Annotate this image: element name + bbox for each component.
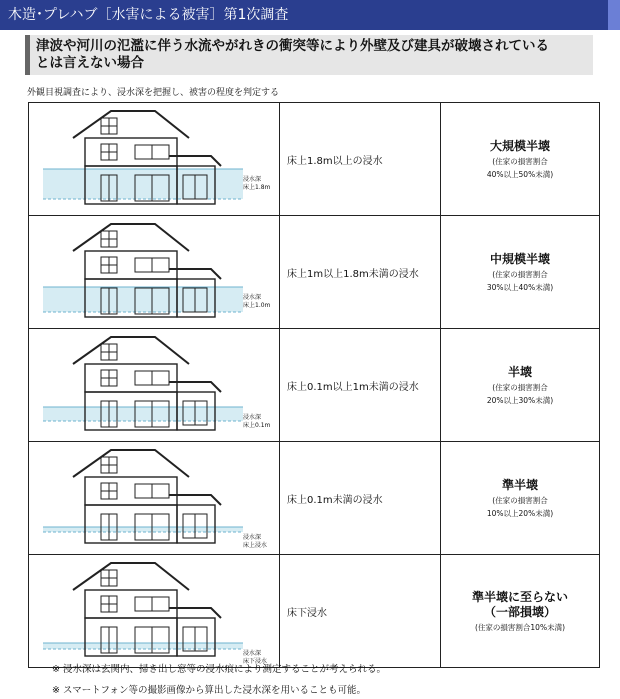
condition-cell bbox=[280, 555, 441, 668]
result-title: 中規模半壊 bbox=[489, 251, 550, 266]
depth-label-1: 浸水深 bbox=[243, 176, 262, 183]
condition-cell bbox=[280, 103, 441, 216]
water-area bbox=[43, 169, 243, 199]
water-area bbox=[43, 527, 243, 532]
damage-ratio-line2: 30%以上40%未満) bbox=[486, 282, 554, 292]
house-illustration-cell bbox=[29, 329, 280, 442]
header-accent bbox=[608, 0, 620, 30]
table-row bbox=[29, 555, 600, 668]
result-title: 準半壊 bbox=[501, 477, 538, 492]
condition-text: 床下浸水 bbox=[287, 607, 327, 619]
house-illustration-cell bbox=[29, 216, 280, 329]
upper-floor bbox=[85, 477, 177, 505]
result-cell bbox=[441, 103, 600, 216]
water-area bbox=[43, 643, 243, 649]
upper-roof bbox=[73, 111, 189, 138]
section-title bbox=[25, 35, 593, 75]
depth-label-2: 床上1.0m bbox=[243, 302, 271, 309]
result-title: 大規模半壊 bbox=[489, 138, 550, 153]
footnote-2: ※ スマートフォン等の撮影画像から算出した浸水深を用いることも可能。 bbox=[52, 685, 367, 696]
house-flood-icon bbox=[29, 442, 279, 554]
header-title: 木造･プレハブ［水害による被害］第1次調査 bbox=[8, 7, 289, 23]
upper-floor bbox=[85, 138, 177, 166]
damage-ratio-line1: (住家の損害割合 bbox=[492, 382, 548, 392]
survey-note: 外観目視調査により、浸水深を把握し、被害の程度を判定する bbox=[27, 88, 280, 98]
water-area bbox=[43, 407, 243, 421]
result-cell bbox=[441, 329, 600, 442]
depth-label-2: 床上0.1m bbox=[243, 422, 271, 429]
condition-cell bbox=[280, 442, 441, 555]
upper-roof bbox=[73, 563, 189, 590]
depth-label-2: 床上1.8m bbox=[243, 184, 271, 191]
house-flood-icon bbox=[29, 555, 279, 667]
depth-label-1: 浸水深 bbox=[243, 534, 262, 541]
condition-text: 床上1.8m以上の浸水 bbox=[287, 155, 383, 167]
depth-label-1: 浸水深 bbox=[243, 414, 262, 421]
damage-ratio-line1: (住家の損害割合 bbox=[492, 269, 548, 279]
upper-floor bbox=[85, 364, 177, 392]
house-illustration-cell bbox=[29, 555, 280, 668]
house-flood-icon bbox=[29, 216, 279, 328]
condition-text: 床上0.1m未満の浸水 bbox=[287, 494, 383, 506]
lower-floor bbox=[85, 505, 177, 543]
result-cell bbox=[441, 442, 600, 555]
upper-floor bbox=[85, 251, 177, 279]
header-bar bbox=[0, 0, 620, 30]
damage-ratio-line2: 40%以上50%未満) bbox=[486, 169, 554, 179]
house-illustration-cell bbox=[29, 103, 280, 216]
section-title-line2: とは言えない場合 bbox=[36, 55, 144, 71]
table-row bbox=[29, 442, 600, 555]
result-cell bbox=[441, 216, 600, 329]
water-area bbox=[43, 287, 243, 312]
house-flood-icon bbox=[29, 103, 279, 215]
upper-floor bbox=[85, 590, 177, 618]
damage-ratio-line1: (住家の損害割合 bbox=[492, 156, 548, 166]
house-illustration-cell bbox=[29, 442, 280, 555]
result-cell bbox=[441, 555, 600, 668]
depth-label-1: 浸水深 bbox=[243, 650, 262, 657]
upper-roof bbox=[73, 450, 189, 477]
depth-label-2: 床上浸水 bbox=[243, 542, 268, 549]
result-title-2: （一部損壊） bbox=[483, 604, 556, 619]
depth-label-1: 浸水深 bbox=[243, 294, 262, 301]
section-title-line1: 津波や河川の氾濫に伴う水流やがれきの衝突等により外壁及び建具が破壊されている bbox=[36, 38, 549, 54]
result-title: 準半壊に至らない bbox=[471, 589, 568, 604]
condition-cell bbox=[280, 216, 441, 329]
damage-table bbox=[28, 102, 600, 668]
table-row bbox=[29, 103, 600, 216]
damage-ratio-line2: 10%以上20%未満) bbox=[486, 508, 554, 518]
upper-roof bbox=[73, 224, 189, 251]
damage-ratio-line2: 20%以上30%未満) bbox=[486, 395, 554, 405]
house-flood-icon bbox=[29, 329, 279, 441]
damage-ratio-line1: (住家の損害割合10%未満) bbox=[474, 622, 566, 632]
condition-cell bbox=[280, 329, 441, 442]
footnote-1: ※ 浸水深は玄関内、掃き出し窓等の浸水痕により測定することが考えられる。 bbox=[52, 664, 386, 675]
upper-roof bbox=[73, 337, 189, 364]
condition-text: 床上1m以上1.8m未満の浸水 bbox=[287, 268, 419, 280]
depth-label-2: 床下浸水 bbox=[243, 658, 268, 665]
result-title: 半壊 bbox=[507, 364, 532, 379]
table-row bbox=[29, 216, 600, 329]
table-row bbox=[29, 329, 600, 442]
lower-floor bbox=[85, 618, 177, 656]
condition-text: 床上0.1m以上1m未満の浸水 bbox=[287, 381, 419, 393]
damage-ratio-line1: (住家の損害割合 bbox=[492, 495, 548, 505]
